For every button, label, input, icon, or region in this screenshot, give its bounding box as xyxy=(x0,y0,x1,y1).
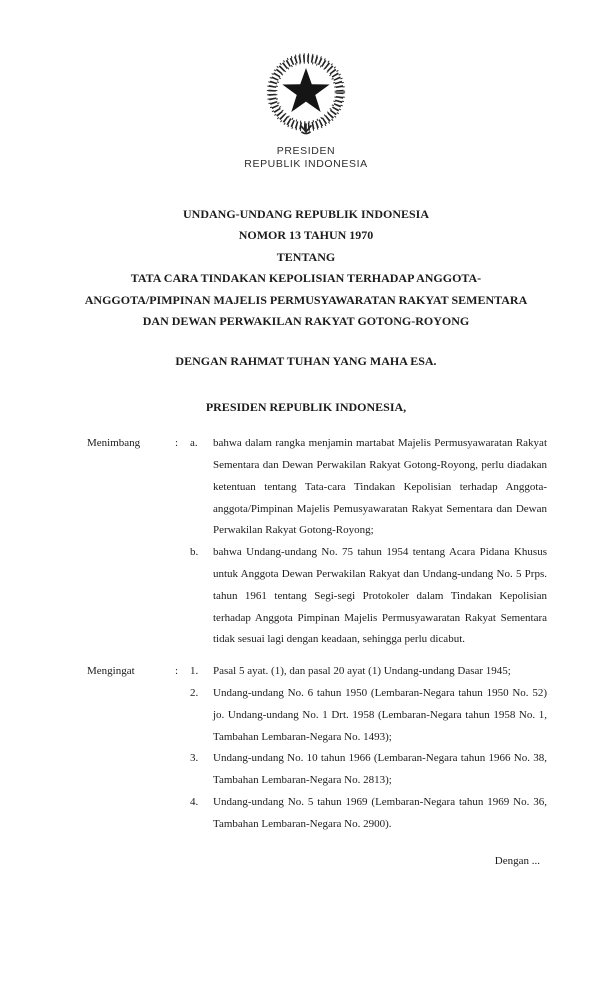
item-marker: a. xyxy=(190,437,198,450)
title-line-5: ANGGOTA/PIMPINAN MAJELIS PERMUSYAWARATAN RAKYAT SEMENTARA xyxy=(84,292,528,307)
continuation-marker: Dengan ... xyxy=(494,854,540,867)
list-item xyxy=(190,748,547,792)
list-item xyxy=(190,542,547,651)
star-wreath-icon xyxy=(260,52,352,140)
letterhead xyxy=(0,145,612,171)
item-text: bahwa dalam rangka menjamin martabat Majelis Permusyawaratan Rakyat Sementara dan Dewan Perwakilan Rakyat Gotong-Royong, perlu diadakan ketentuan tentang Tata-cara Tindakan Kepolisian terhadap Anggota-anggota/Pimpinan Majelis Pemusyawaratan Rakyat Sementara dan Dewan Perwakilan Rakyat Gotong-Royong; xyxy=(213,437,547,537)
title-line-4: TATA CARA TINDAKAN KEPOLISIAN TERHADAP ANGGOTA- xyxy=(130,271,482,286)
item-marker: 3. xyxy=(190,752,199,765)
title-line-3: TENTANG xyxy=(276,249,336,264)
document-title xyxy=(0,204,612,332)
item-text: bahwa Undang-undang No. 75 tahun 1954 tentang Acara Pidana Khusus untuk Anggota Dewan Perwakilan Rakyat dan Undang-undang No. 5 Prps. tahun 1961 tentang Segi-segi Protokoler dalam Tindakan Kepolisian terhadap Anggota Pimpinan Majelis Permusyawaratan Rakyat Sementara tidak sesuai lagi dengan keadaan, sehingga perlu dicabut. xyxy=(213,546,547,646)
item-text: Undang-undang No. 5 tahun 1969 (Lembaran-Negara tahun 1969 No. 36, Tambahan Lembaran-Negara No. 2900). xyxy=(213,796,547,830)
mengingat-items xyxy=(190,661,547,835)
list-item xyxy=(190,792,547,836)
list-item xyxy=(190,433,547,542)
section-label: Mengingat xyxy=(87,665,135,678)
item-text: Undang-undang No. 10 tahun 1966 (Lembaran-Negara tahun 1966 No. 38, Tambahan Lembaran-Negara No. 2813); xyxy=(213,752,547,787)
title-line-1: UNDANG-UNDANG REPUBLIK INDONESIA xyxy=(182,207,430,221)
section-menimbang xyxy=(87,433,547,651)
section-colon: : xyxy=(175,437,179,450)
invocation-line: DENGAN RAHMAT TUHAN YANG MAHA ESA. xyxy=(175,354,437,369)
item-marker: 2. xyxy=(190,687,199,700)
list-item xyxy=(190,661,547,683)
section-mengingat xyxy=(87,661,547,835)
title-line-2: NOMOR 13 TAHUN 1970 xyxy=(238,228,374,243)
authority-line: PRESIDEN REPUBLIK INDONESIA, xyxy=(205,399,407,414)
title-line-6: DAN DEWAN PERWAKILAN RAKYAT GOTONG-ROYONG xyxy=(142,314,470,329)
item-marker: 4. xyxy=(190,796,199,808)
item-marker: b. xyxy=(190,546,199,559)
letterhead-presiden: PRESIDEN xyxy=(276,145,336,157)
letterhead-republik-indonesia: REPUBLIK INDONESIA xyxy=(244,158,368,170)
item-marker: 1. xyxy=(190,665,199,678)
menimbang-items xyxy=(190,433,547,651)
document-body xyxy=(87,433,547,872)
section-colon: : xyxy=(175,665,179,678)
list-item xyxy=(190,683,547,748)
item-text: Undang-undang No. 6 tahun 1950 (Lembaran-Negara tahun 1950 No. 52) jo. Undang-undang No. 1 Drt. 1958 (Lembaran-Negara tahun 1958 No. 1, Tambahan Lembaran-Negara No. 1493); xyxy=(213,687,547,743)
national-emblem xyxy=(0,52,612,140)
section-label: Menimbang xyxy=(87,437,141,450)
item-text: Pasal 5 ayat. (1), dan pasal 20 ayat (1) Undang-undang Dasar 1945; xyxy=(213,665,511,678)
